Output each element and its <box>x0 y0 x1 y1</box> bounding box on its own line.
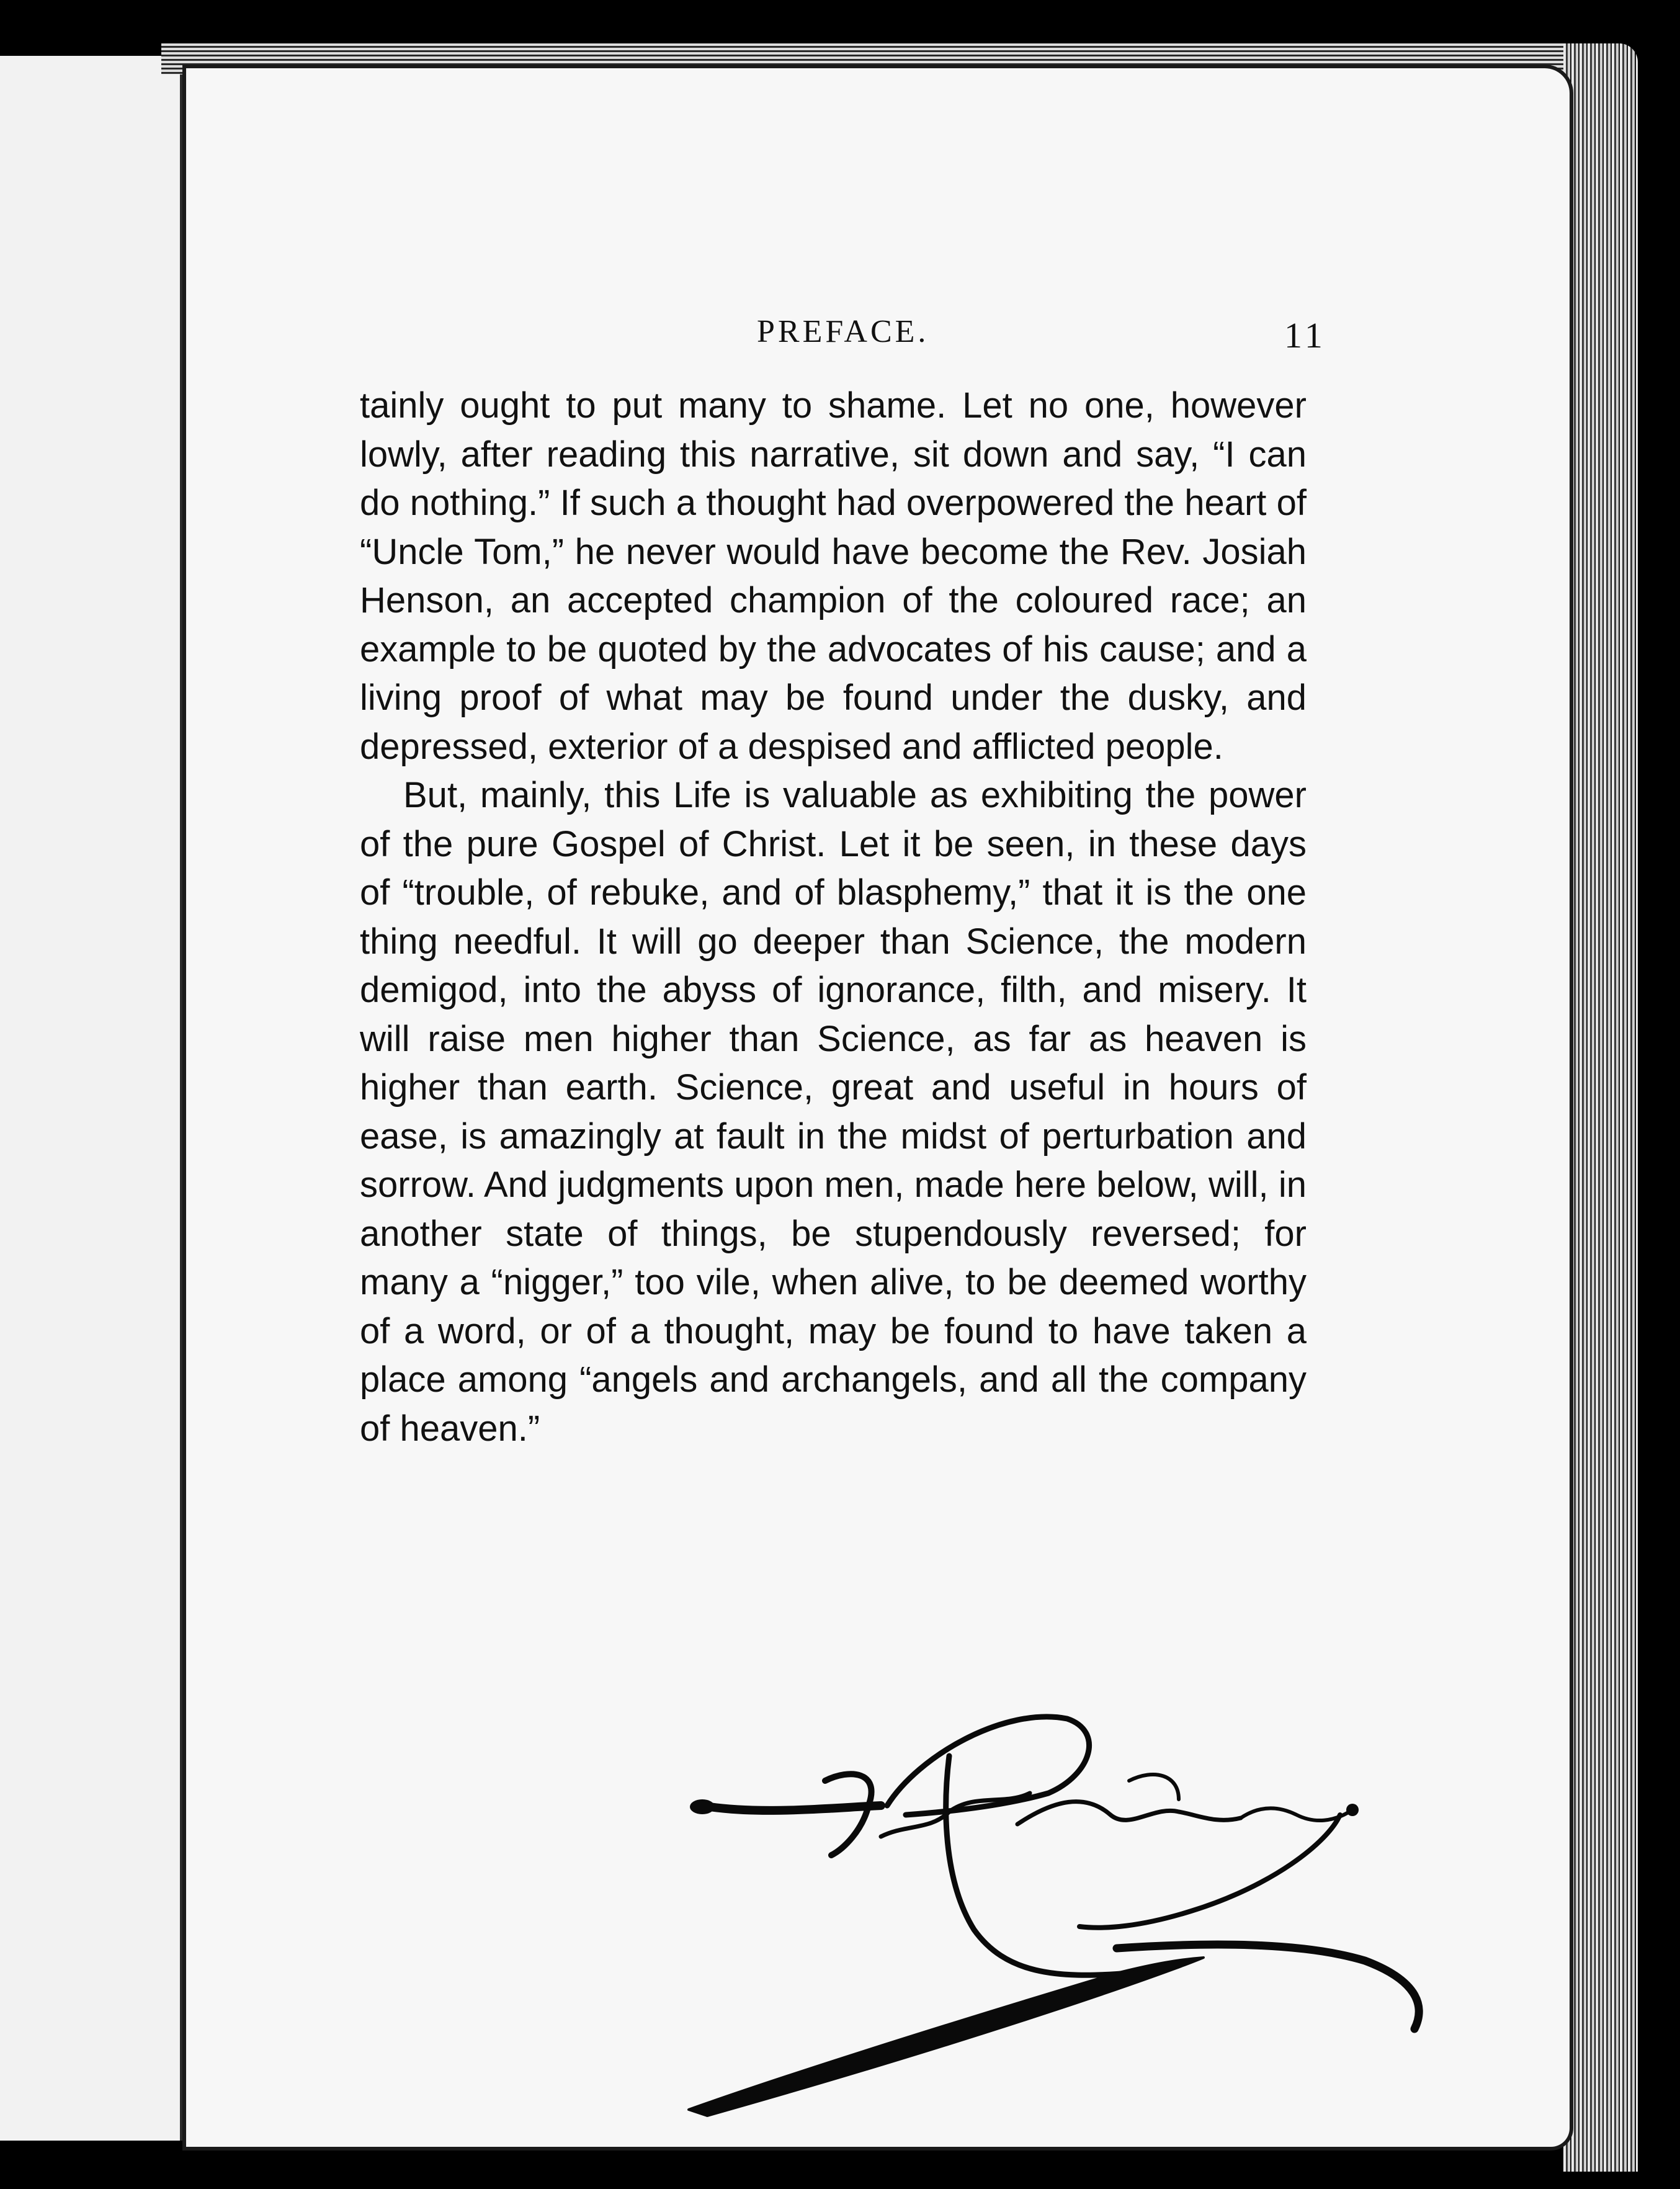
body-text <box>360 382 1307 1453</box>
fore-edge <box>1563 43 1638 2172</box>
paragraph: But, mainly, this Life is valuable as exhibiting the power of the pure Gospel of Christ. Let it be seen, in these days of “trouble, of rebuke, and of blasphemy,” that it is the one thing needful. It will go deeper than Science, the modern demigod, into the abyss of ignorance, filth, and misery. It will raise men higher than Science, as far as heaven is higher than earth. Science, great and useful in hours of ease, is amazingly at fault in the midst of perturbation and sorrow. And judgments upon men, made here below, will, in another state of things, be stupendously reversed; for many a “nigger,” too vile, when alive, to be deemed worthy of a word, or of a thought, may be found to have taken a place among “angels and archangels, and all the company of heaven.” <box>360 775 1307 1449</box>
page-header <box>186 313 1570 363</box>
paragraph: tainly ought to put many to shame. Let no one, however lowly, after reading this narrative, sit down and say, “I can do nothing.” If such a thought had overpowered the heart of “Uncle Tom,” he never would have become the Rev. Josiah Henson, an accepted champion of the coloured race; an example to be quoted by the advocates of his cause; and a living proof of what may be found under the dusky, and depressed, exterior of a despised and afflicted people. <box>360 385 1307 767</box>
left-page-edge <box>0 56 184 2141</box>
book-page <box>186 68 1570 2147</box>
signature <box>682 1681 1489 2147</box>
running-head: PREFACE. <box>757 314 929 349</box>
page-number: 11 <box>1284 315 1326 356</box>
